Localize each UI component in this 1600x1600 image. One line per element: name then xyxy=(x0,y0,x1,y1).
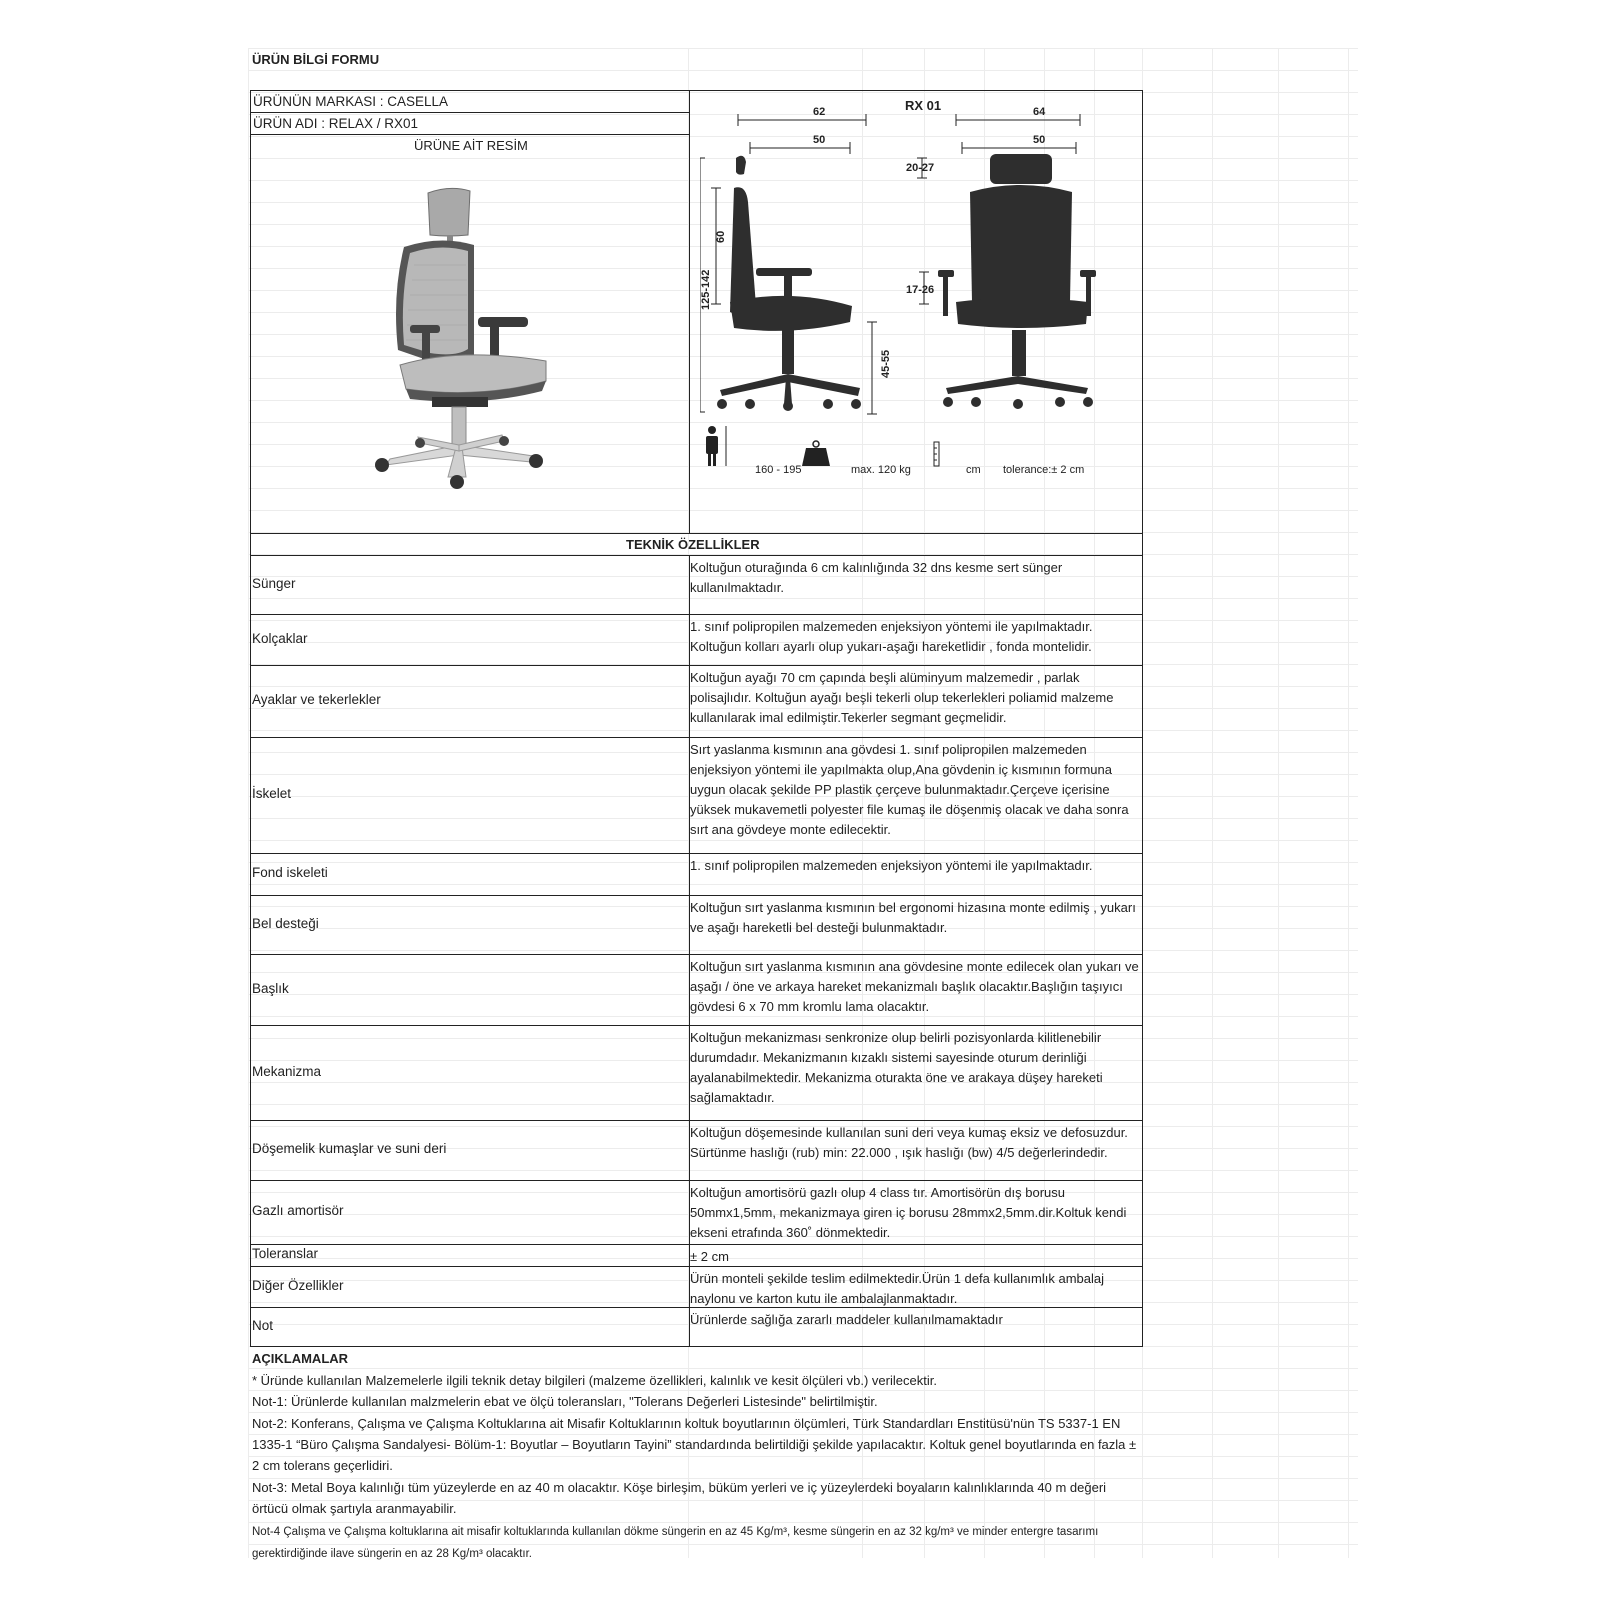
note-2: Not-2: Konferans, Çalışma ve Çalışma Koltuklarına ait Misafir Koltuklarının koltuk boyutlarının ölçümleri, Türk Standardları Enstitüsü'nün TS 5337-1 EN 1335-1 “Büro Çalışma Sandalyesi- Bölüm-1: Boyutlar – Boyutların Tayini” standardında belirtildiği şekilde yapılacaktır. Koltuk genel boyutlarında en fazla ± 2 cm tolerans geçerlidiri. xyxy=(252,1416,1137,1473)
dim-label: 17-26 xyxy=(906,284,935,296)
notes-header: AÇIKLAMALAR xyxy=(252,1351,349,1366)
spec-row-divider xyxy=(250,1307,1143,1308)
spec-label: Kolçaklar xyxy=(252,630,308,646)
spec-value: Koltuğun oturağında 6 cm kalınlığında 32 dns kesme sert sünger kullanılmaktadır. xyxy=(690,560,1063,595)
spec-value: ± 2 cm xyxy=(690,1249,729,1264)
spec-label: Başlık xyxy=(252,980,289,996)
spec-label: Ayaklar ve tekerlekler xyxy=(252,692,381,707)
spec-label: Döşemelik kumaşlar ve suni deri xyxy=(252,1141,447,1156)
info-divider xyxy=(689,90,690,534)
spec-value: Koltuğun mekanizması senkronize olup belirli pozisyonlarda kilitlenebilir durumdadır. Mekanizmanın kızaklı sistemi sayesinde oturum derinliği ayalanabilmektedir. Mekanizma oturakta öne ve arakaya düşey hareketi sağlamaktadır. xyxy=(690,1030,1103,1105)
spec-label: Not xyxy=(252,1318,274,1333)
tolerance-label: tolerance:± 2 cm xyxy=(1003,464,1085,476)
image-header: ÜRÜNE AİT RESİM xyxy=(414,138,528,153)
spec-label: İskelet xyxy=(252,786,292,801)
weight-icon xyxy=(802,441,830,466)
dim-label: 20-27 xyxy=(906,162,935,174)
spec-row-divider xyxy=(250,853,1143,854)
brand-line: ÜRÜNÜN MARKASI : CASELLA xyxy=(253,94,449,109)
spec-label: Diğer Özellikler xyxy=(252,1277,344,1293)
dim-label: 62 xyxy=(813,106,826,118)
spec-label: Sünger xyxy=(252,575,296,591)
product-name-line: ÜRÜN ADI : RELAX / RX01 xyxy=(253,116,419,131)
dim-label: 125-142 xyxy=(700,269,712,310)
spec-value: Koltuğun ayağı 70 cm çapında beşli alüminyum malzemedir , parlak polisajlıdır. Koltuğun ayağı beşli tekerli olup tekerlekleri poliamid malzeme kullanılarak imal edilmiştir.Tekerler segmant geçmelidir. xyxy=(690,670,1114,725)
spec-row-divider xyxy=(250,954,1143,955)
note-1: Not-1: Ürünlerde kullanılan malzmelerin ebat ve ölçü toleransları, "Tolerans Değerleri Listesinde" belirtilmiştir. xyxy=(252,1394,878,1409)
diagram-model: RX 01 xyxy=(905,98,942,113)
spec-value: 1. sınıf polipropilen malzemeden enjeksiyon yöntemi ile yapılmaktadır. Koltuğun kolları ayarlı olup yukarı-aşağı hareketlidir , fonda montelidir. xyxy=(690,619,1093,654)
ruler-icon xyxy=(934,442,939,466)
spec-value: Koltuğun amortisörü gazlı olup 4 class tır. Amortisörün dış borusu 50mmx1,5mm, mekanizmaya giren iç borusu 28mmx2,5mm.dir.Koltuk kendi ekseni etrafında 360˚ dönmektedir. xyxy=(690,1185,1127,1240)
kg-icon-label: kg xyxy=(832,469,841,476)
spec-label: Gazlı amortisör xyxy=(252,1203,344,1218)
spec-row-divider xyxy=(250,895,1143,896)
note-4 xyxy=(252,1520,1142,1564)
spec-value: 1. sınıf polipropilen malzemeden enjeksiyon yöntemi ile yapılmaktadır. xyxy=(690,858,1093,873)
info-row-line xyxy=(250,134,690,135)
spec-row-divider xyxy=(250,614,1143,615)
dim-label: 45-55 xyxy=(880,349,892,378)
spec-row-divider xyxy=(250,1180,1143,1181)
unit-label: cm xyxy=(966,464,981,476)
spec-row-divider xyxy=(250,737,1143,738)
dim-label: 64 xyxy=(1033,106,1046,118)
spec-value: Sırt yaslanma kısmının ana gövdesi 1. sınıf polipropilen malzemeden enjeksiyon yöntemi ile yapılmakta olup,Ana gövdenin iç kısmının formuna uygun olacak şekilde PP plastik çerçeve bulunmaktadır.Çerçeve içerisine yüksek mukavemetli polyester file kumaş ile döşenmiş olacak ve daha sonra sırt ana gövdeye monte edilecektir. xyxy=(690,742,1129,837)
spec-row-divider xyxy=(250,1120,1143,1121)
max-weight: max. 120 kg xyxy=(851,464,911,476)
note-3: Not-3: Metal Boya kalınlığı tüm yüzeylerde en az 40 m olacaktır. Köşe birleşim, büküm yerleri ve iç yüzeylerdeki boyaların kalınlıklarında 40 m değeri örtücü olmak şartıyla aranmayabilir. xyxy=(252,1480,1107,1516)
note-star: * Üründe kullanılan Malzemelerle ilgili teknik detay bilgileri (malzeme özellikleri, kalınlık ve kesit ölçüleri vb.) verilecektir. xyxy=(252,1373,937,1388)
dim-label: 60 xyxy=(715,230,727,243)
chair-photo xyxy=(370,185,570,495)
user-height: 160 - 195 xyxy=(755,464,802,476)
dimension-diagram xyxy=(700,92,1140,527)
spec-row-divider xyxy=(250,665,1143,666)
spec-value: Koltuğun sırt yaslanma kısmının bel ergonomi hizasına monte edilmiş , yukarı ve aşağı hareketli bel desteği bulunmaktadır. xyxy=(690,900,1136,935)
specs-header: TEKNİK ÖZELLİKLER xyxy=(626,537,760,552)
spec-row-divider xyxy=(250,555,1143,556)
dim-label: 50 xyxy=(1033,134,1046,146)
spec-value: Ürün monteli şekilde teslim edilmektedir.Ürün 1 defa kullanımlık ambalaj naylonu ve karton kutu ile ambalajlanmaktadır. xyxy=(690,1271,1105,1306)
form-title: ÜRÜN BİLGİ FORMU xyxy=(252,52,380,67)
spec-value: Ürünlerde sağlığa zararlı maddeler kullanılmamaktadır xyxy=(690,1312,1003,1327)
spec-label: Fond iskeleti xyxy=(252,865,328,880)
spec-row-divider xyxy=(250,1025,1143,1026)
spec-row-divider xyxy=(250,1266,1143,1267)
spec-label: Bel desteği xyxy=(252,915,319,931)
person-icon xyxy=(706,426,726,466)
dim-label: 50 xyxy=(813,134,826,146)
spec-value: Koltuğun döşemesinde kullanılan suni deri veya kumaş eksiz ve defosuzdur. Sürtünme haslığı (rub) min: 22.000 , ışık haslığı (bw) 4/5 değerlerindedir. xyxy=(690,1125,1128,1160)
spec-row-divider xyxy=(250,1244,1143,1245)
spec-value: Koltuğun sırt yaslanma kısmının ana gövdesine monte edilecek olan yukarı ve aşağı / öne ve arkaya hareket mekanizmalı başlık olacaktır.Başlığın taşıyıcı gövdesi 6 x 70 mm kromlu lama olacaktır. xyxy=(690,959,1139,1014)
note-4-text: Not-4 Çalışma ve Çalışma koltuklarına ait misafir koltuklarında kullanılan dökme süngerin en az 45 Kg/m³, kesme süngerin en az 32 kg/m³ ve minder entergre tasarımı gerektirdiğinde ilave süngerin en az 28 Kg/m³ olacaktır. xyxy=(252,1526,1099,1560)
spec-label: Mekanizma xyxy=(252,1063,322,1079)
info-row-line xyxy=(250,112,690,113)
spec-label: Toleranslar xyxy=(252,1246,319,1261)
